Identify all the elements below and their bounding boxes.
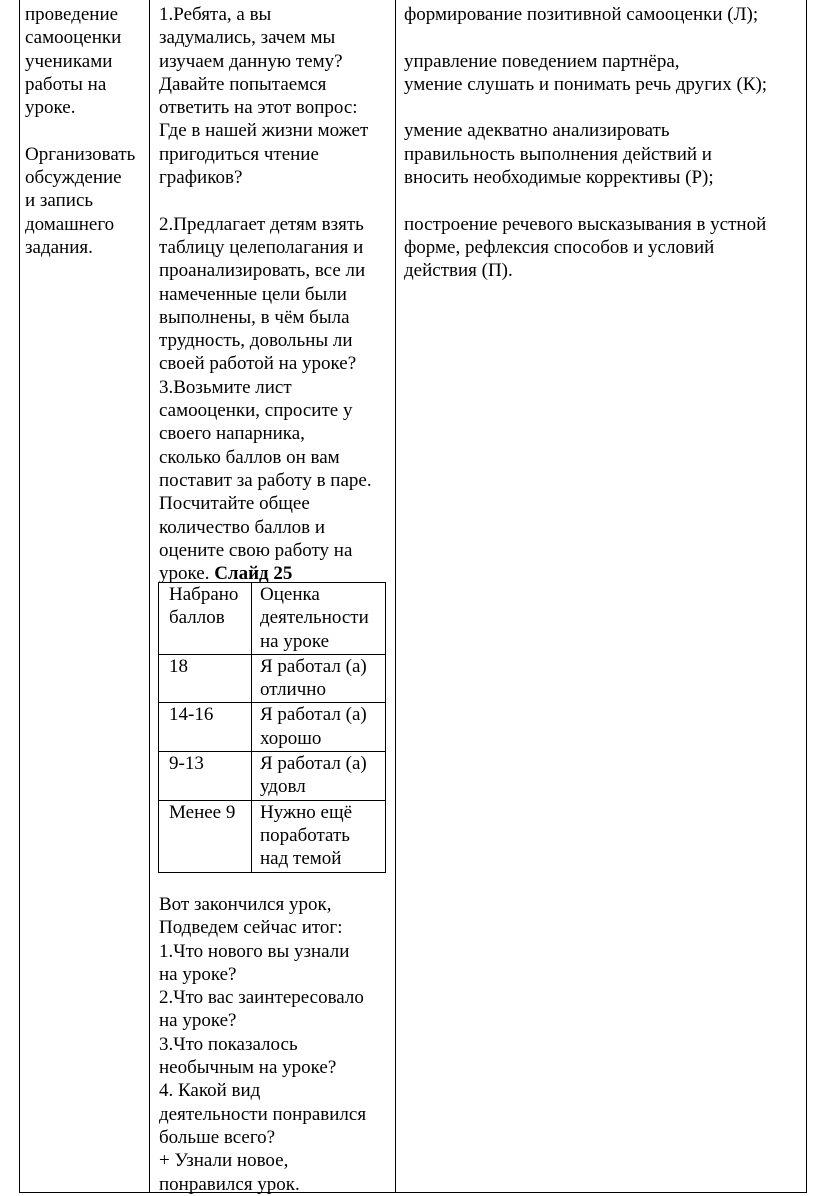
text-line: сколько баллов он вам (159, 446, 340, 468)
table-header-row (159, 583, 386, 655)
score-cell: 9-13 (159, 752, 252, 801)
text-line: изучаем данную тему? (159, 50, 343, 72)
text-line: поставит за работу в паре. (159, 469, 372, 491)
text-line: своей работой на уроке? (159, 353, 357, 375)
text-line: Подведем сейчас итог: (159, 917, 343, 939)
text-line: задания. (25, 236, 93, 258)
text-line: на уроке? (159, 963, 237, 985)
text-line: таблицу целеполагания и (159, 236, 364, 258)
text-line: формирование позитивной самооценки (Л); (404, 4, 759, 25)
text-line: необычным на уроке? (159, 1057, 337, 1079)
text-line: Давайте попытаемся (159, 73, 327, 95)
stage-column (25, 3, 147, 259)
text-line: на уроке? (159, 1010, 237, 1032)
text-line: выполнены, в чём была (159, 306, 350, 328)
text-line: форме, рефлексия способов и условий (404, 236, 715, 258)
score-cell: Менее 9 (159, 800, 252, 872)
column-divider (395, 0, 396, 1193)
score-table (158, 582, 386, 873)
text-line: своего напарника, (159, 423, 305, 445)
text-line: работы на (25, 73, 107, 95)
table-row (159, 703, 386, 752)
text-line: 1.Ребята, а вы (159, 4, 272, 25)
score-cell: 18 (159, 654, 252, 703)
text-line: намеченные цели были (159, 283, 347, 305)
text-line: задумались, зачем мы (159, 27, 336, 49)
text-line: понравился урок. (159, 1173, 300, 1195)
text-line: 2.Что вас заинтересовало (159, 987, 364, 1009)
text-line: + Узнали новое, (159, 1150, 289, 1172)
text-plain: уроке. (159, 563, 215, 585)
column-divider (149, 0, 150, 1193)
text-line: обсуждение (25, 167, 122, 189)
text-line: проанализировать, все ли (159, 260, 366, 282)
text-line: 3.Что показалось (159, 1033, 298, 1055)
text-line: Где в нашей жизни может (159, 120, 369, 142)
text-line: самооценки, спросите у (159, 400, 353, 422)
text-line: графиков? (159, 167, 243, 189)
activity-column (159, 3, 391, 585)
text-line: учениками (25, 50, 113, 72)
text-line: Вот закончился урок, (159, 894, 332, 915)
text-line: домашнего (25, 213, 115, 235)
text-line: правильность выполнения действий и (404, 143, 712, 165)
text-line: деятельности понравился (159, 1103, 367, 1125)
score-cell: 14-16 (159, 703, 252, 752)
grade-cell: Нужно ещё поработать над темой (252, 800, 386, 872)
text-line: Посчитайте общее (159, 493, 310, 515)
reflection-questions (159, 893, 391, 1196)
text-line: и запись (25, 190, 94, 212)
text-line: 4. Какой вид (159, 1080, 261, 1102)
text-line: 1.Что нового вы узнали (159, 940, 350, 962)
table-row (159, 800, 386, 872)
text-line: управление поведением партнёра, (404, 50, 680, 72)
text-line: самооценки (25, 27, 122, 49)
text-line: Организовать (25, 143, 136, 165)
text-line: построение речевого высказывания в устной (404, 213, 767, 235)
text-line: количество баллов и (159, 516, 326, 538)
table-row (159, 752, 386, 801)
text-line: ответить на этот вопрос: (159, 97, 358, 119)
slide-reference: Слайд 25 (214, 563, 293, 585)
text-line: вносить необходимые коррективы (Р); (404, 167, 714, 189)
text-line: оцените свою работу на (159, 539, 353, 561)
grade-cell: Я работал (а) отлично (252, 654, 386, 703)
text-line: 2.Предлагает детям взять (159, 213, 364, 235)
grade-cell: Я работал (а) удовл (252, 752, 386, 801)
text-line: уроке. (25, 97, 76, 119)
text-line: умение адекватно анализировать (404, 120, 670, 142)
table-row (159, 654, 386, 703)
text-line: умение слушать и понимать речь других (К); (404, 73, 768, 95)
text-line: действия (П). (404, 260, 513, 282)
header-cell: Оценка деятельности на уроке (252, 583, 386, 655)
text-line: 3.Возьмите лист (159, 376, 292, 398)
header-cell: Набрано баллов (159, 583, 252, 655)
skills-column (404, 3, 804, 283)
text-line: больше всего? (159, 1126, 276, 1148)
text-line: пригодиться чтение (159, 143, 319, 165)
text-line: трудность, довольны ли (159, 330, 353, 352)
grade-cell: Я работал (а) хорошо (252, 703, 386, 752)
text-line: проведение (25, 4, 119, 25)
